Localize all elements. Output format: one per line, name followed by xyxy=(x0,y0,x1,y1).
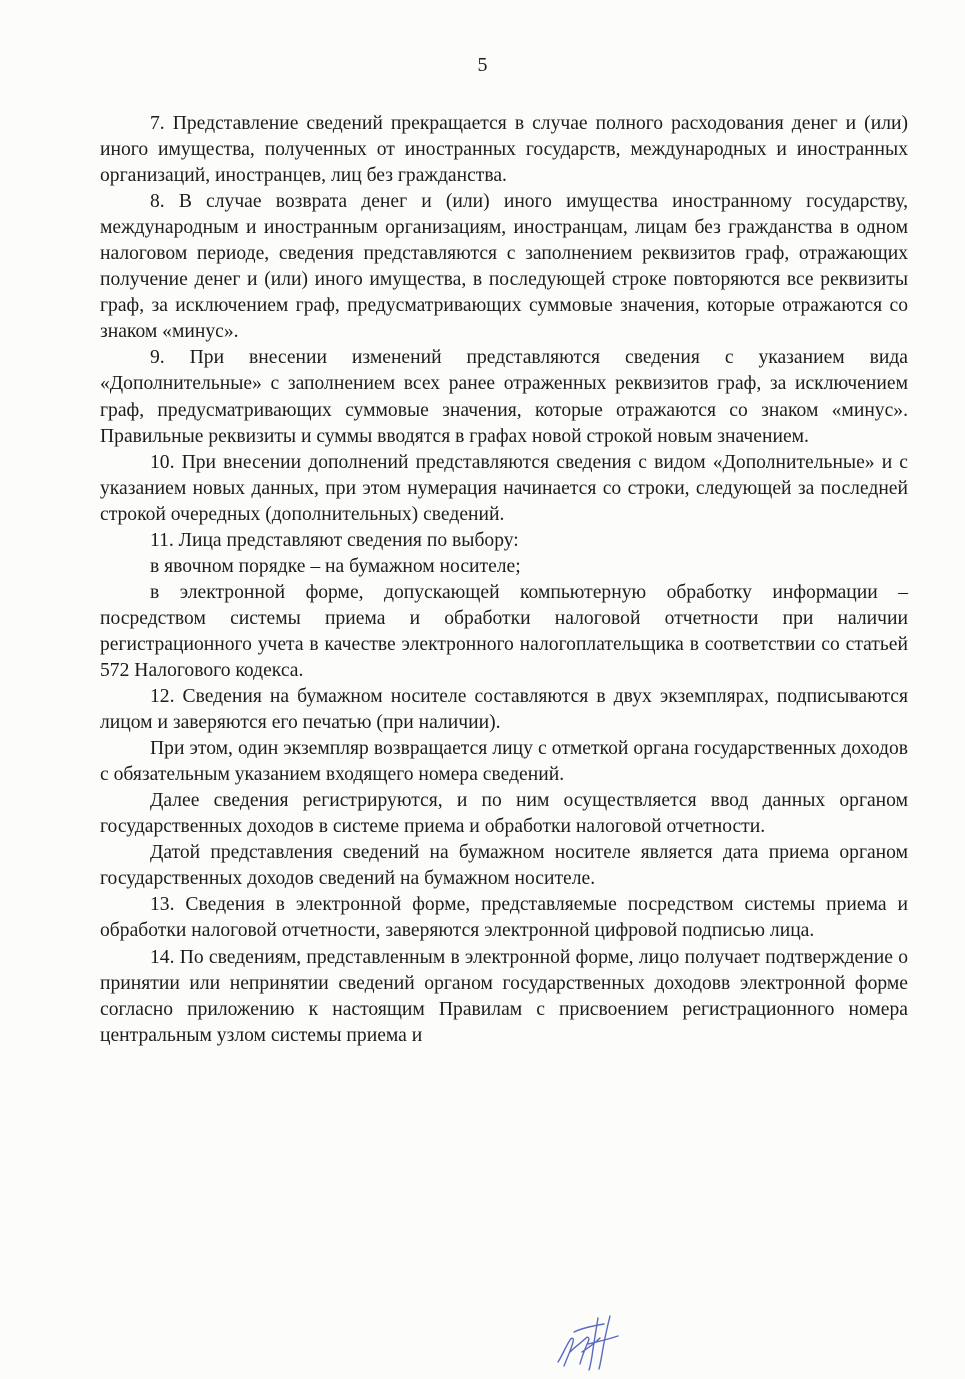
paragraph-item-10: 10. При внесении дополнений представляются сведения с видом «Дополнительные» и с указанием новых данных, при этом нумерация начинается со строки, следующей за последней строкой очередных (дополнительных) сведений. xyxy=(100,451,908,525)
handwritten-signature-icon xyxy=(552,1312,632,1372)
paragraph-item-8: 8. В случае возврата денег и (или) иного имущества иностранному государству, международным и иностранным организациям, иностранцам, лицам без гражданства в одном налоговом периоде, сведения представляются с заполнением реквизитов граф, отражающих получение денег и (или) иного имущества, в последующей строке повторяются все реквизиты граф, за исключением граф, предусматривающих суммовые значения, которые отражаются со знаком «минус». xyxy=(100,191,908,343)
paragraph-item-11-electronic: в электронной форме, допускающей компьютерную обработку информации – посредством системы приема и обработки налоговой отчетности при наличии регистрационного учета в качестве электронного налогоплательщика в соответствии со статьей 572 Налогового кодекса. xyxy=(100,581,908,681)
paragraph-item-13: 13. Сведения в электронной форме, представляемые посредством системы приема и обработки налоговой отчетности, заверяются электронной цифровой подписью лица. xyxy=(100,894,908,942)
paragraph-item-12-date: Датой представления сведений на бумажном носителе является дата приема органом государственных доходов сведений на бумажном носителе. xyxy=(100,842,908,890)
paragraph-item-11: 11. Лица представляют сведения по выбору: xyxy=(150,529,519,551)
paragraph-item-12: 12. Сведения на бумажном носителе составляются в двух экземплярах, подписываются лицом и заверяются его печатью (при наличии). xyxy=(100,686,908,734)
paragraph-item-12-registration: Далее сведения регистрируются, и по ним осуществляется ввод данных органом государственных доходов в системе приема и обработки налоговой отчетности. xyxy=(100,790,908,838)
paragraph-item-14: 14. По сведениям, представленным в электронной форме, лицо получает подтверждение о принятии или непринятии сведений органом государственных доходовв электронной форме согласно приложению к настоящим Правилам с присвоением регистрационного номера центральным узлом системы приема и xyxy=(100,946,908,1046)
paragraph-item-7: 7. Представление сведений прекращается в случае полного расходования денег и (или) иного имущества, полученных от иностранных государств, международных и иностранных организаций, иностранцев, лиц без гражданства. xyxy=(100,113,908,187)
paragraph-item-11-paper: в явочном порядке – на бумажном носителе; xyxy=(150,555,521,577)
paragraph-item-9: 9. При внесении изменений представляются сведения с указанием вида «Дополнительные» с заполнением всех ранее отраженных реквизитов граф, за исключением граф, предусматривающих суммовые значения, которые отражаются со знаком «минус». Правильные реквизиты и суммы вводятся в графах новой строкой новым значением. xyxy=(100,347,908,447)
document-body xyxy=(100,111,908,1049)
page-number: 5 xyxy=(477,54,488,76)
paragraph-item-12-copy: При этом, один экземпляр возвращается лицу с отметкой органа государственных доходов с обязательным указанием входящего номера сведений. xyxy=(100,738,908,786)
